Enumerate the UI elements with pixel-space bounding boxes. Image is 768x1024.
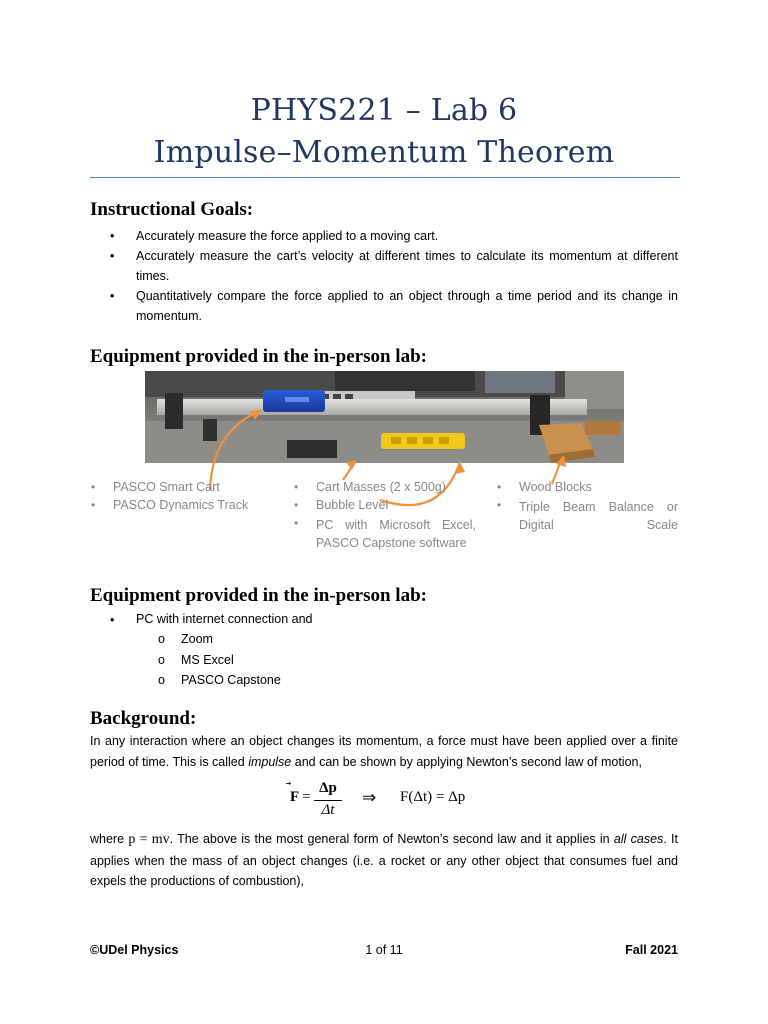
sub-bullet-icon: o (158, 632, 165, 646)
sub-bullet-icon: o (158, 673, 165, 687)
page-number: 1 of 11 (365, 943, 403, 957)
equipment-remote-item: PC with internet connection and (136, 612, 313, 626)
equipment-item: PASCO Dynamics Track (113, 498, 249, 512)
goal-item: Accurately measure the force applied to a moving cart. (136, 229, 439, 243)
bullet-icon: • (110, 229, 115, 243)
equipment-item: PC with Microsoft Excel, PASCO Capstone software (316, 518, 476, 550)
force-vector-symbol: F (290, 789, 300, 805)
footer-right: Fall 2021 (625, 943, 678, 957)
bullet-icon: • (294, 498, 299, 512)
sub-item: Zoom (181, 632, 213, 646)
cart-arrow (210, 410, 262, 490)
bullet-icon: • (91, 498, 96, 512)
sub-item: PASCO Capstone (181, 673, 281, 687)
sub-item: MS Excel (181, 653, 234, 667)
equipment-item: Triple Beam Balance or Digital Scale (519, 500, 678, 532)
goals-heading: Instructional Goals: (90, 199, 254, 220)
background-heading: Background: (90, 708, 197, 729)
equipment-item: Bubble Level (316, 498, 389, 512)
equipment-item: Cart Masses (2 x 500g) (316, 480, 446, 494)
equipment-item: Wood Blocks (519, 480, 592, 494)
bullet-icon: • (110, 613, 115, 627)
bullet-icon: • (110, 289, 115, 303)
bullet-icon: • (497, 480, 502, 494)
equipment-heading: Equipment provided in the in-person lab: (90, 346, 427, 367)
background-paragraph: In any interaction where an object changes its momentum, a force must have been applied over a finite period of time. This is called impulse and can be shown by applying Newton’s second law of motion, (90, 734, 678, 769)
bullet-icon: • (497, 498, 502, 512)
goal-item: Quantitatively compare the force applied to an object through a time period and its change in momentum. (136, 289, 678, 323)
page-subtitle: Impulse–Momentum Theorem (153, 135, 615, 170)
footer-left: ©UDel Physics (90, 943, 179, 957)
bullet-icon: • (294, 480, 299, 494)
equipment-item: PASCO Smart Cart (113, 480, 220, 494)
equipment-remote-heading: Equipment provided in the in-person lab: (90, 585, 427, 606)
bullet-icon: • (294, 516, 299, 530)
page-title: PHYS221 – Lab 6 (250, 93, 518, 128)
background-paragraph-2: where p = mv. The above is the most general form of Newton’s second law and it applies in all cases. It applies when the mass of an object changes (i.e. a rocket or any other object that consumes fuel and expels the productions of combustion), (90, 832, 678, 888)
sub-bullet-icon: o (158, 653, 165, 667)
bullet-icon: • (110, 249, 115, 263)
bullet-icon: • (91, 480, 96, 494)
goal-item: Accurately measure the cart’s velocity at different times to calculate its momentum at different times. (136, 249, 678, 283)
